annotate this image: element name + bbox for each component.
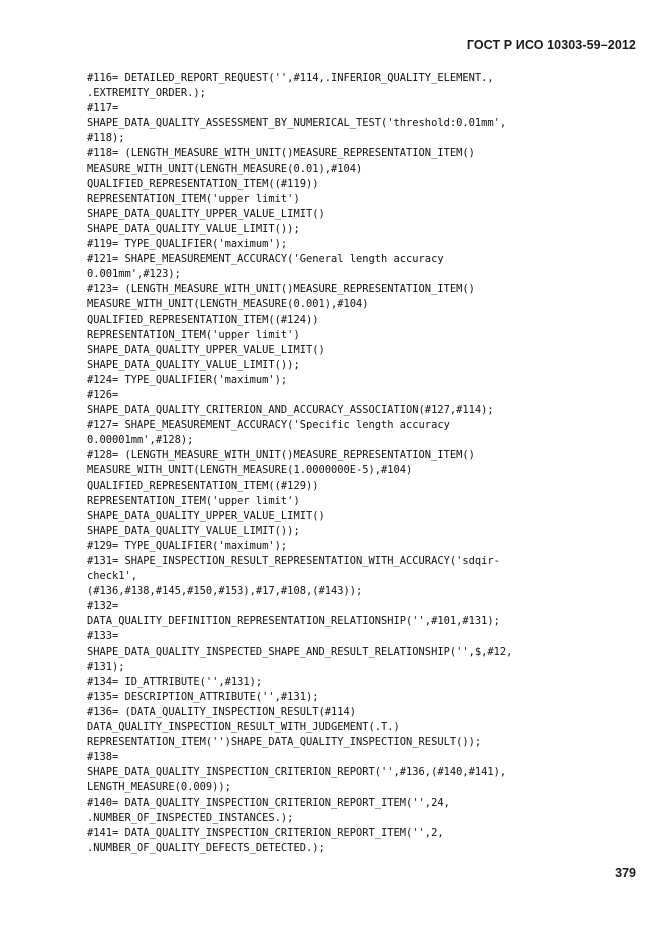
code-line: SHAPE_DATA_QUALITY_UPPER_VALUE_LIMIT() [87, 207, 325, 220]
code-line: MEASURE_WITH_UNIT(LENGTH_MEASURE(0.01),#104) [87, 162, 363, 175]
code-line: QUALIFIED_REPRESENTATION_ITEM((#129)) [87, 479, 319, 492]
code-line: DATA_QUALITY_INSPECTION_RESULT_WITH_JUDGEMENT(.T.) [87, 721, 400, 734]
code-line: #135= DESCRIPTION_ATTRIBUTE('',#131); [87, 690, 319, 703]
code-line: (#136,#138,#145,#150,#153),#17,#108,(#143)); [87, 585, 363, 598]
code-line: SHAPE_DATA_QUALITY_VALUE_LIMIT()); [87, 524, 300, 537]
code-line: #126= [87, 388, 119, 401]
code-line: SHAPE_DATA_QUALITY_VALUE_LIMIT()); [87, 222, 300, 235]
code-line: check1', [87, 570, 138, 583]
code-line: DATA_QUALITY_DEFINITION_REPRESENTATION_RELATIONSHIP('',#101,#131); [87, 615, 500, 628]
code-line: SHAPE_DATA_QUALITY_UPPER_VALUE_LIMIT() [87, 343, 325, 356]
code-line: SHAPE_DATA_QUALITY_VALUE_LIMIT()); [87, 358, 300, 371]
code-line: REPRESENTATION_ITEM('upper limit') [87, 192, 300, 205]
code-line: #141= DATA_QUALITY_INSPECTION_CRITERION_REPORT_ITEM('',2, [87, 826, 444, 839]
code-line: MEASURE_WITH_UNIT(LENGTH_MEASURE(1.0000000E-5),#104) [87, 464, 413, 477]
standard-header: ГОСТ Р ИСО 10303-59–2012 [466, 38, 636, 52]
code-line: QUALIFIED_REPRESENTATION_ITEM((#119)) [87, 177, 319, 190]
code-line: QUALIFIED_REPRESENTATION_ITEM((#124)) [87, 313, 319, 326]
code-line: 0.001mm',#123); [87, 268, 181, 281]
code-line: #118= (LENGTH_MEASURE_WITH_UNIT()MEASURE_REPRESENTATION_ITEM() [87, 147, 475, 160]
code-line: #119= TYPE_QUALIFIER('maximum'); [87, 238, 288, 251]
step-file-listing [87, 71, 637, 856]
code-line: REPRESENTATION_ITEM('upper limit') [87, 328, 300, 341]
code-line: #118); [87, 132, 125, 145]
code-line: #127= SHAPE_MEASUREMENT_ACCURACY('Specific length accuracy [87, 419, 450, 432]
code-line: #128= (LENGTH_MEASURE_WITH_UNIT()MEASURE_REPRESENTATION_ITEM() [87, 449, 475, 462]
code-line: #123= (LENGTH_MEASURE_WITH_UNIT()MEASURE_REPRESENTATION_ITEM() [87, 283, 475, 296]
code-line: .EXTREMITY_ORDER.); [87, 87, 206, 100]
code-line: MEASURE_WITH_UNIT(LENGTH_MEASURE(0.001),#104) [87, 298, 369, 311]
code-line: .NUMBER_OF_QUALITY_DEFECTS_DETECTED.); [87, 841, 325, 854]
code-line: SHAPE_DATA_QUALITY_UPPER_VALUE_LIMIT() [87, 509, 325, 522]
code-line: #121= SHAPE_MEASUREMENT_ACCURACY('General length accuracy [87, 253, 444, 266]
code-line: #132= [87, 600, 119, 613]
code-line: #129= TYPE_QUALIFIER('maximum'); [87, 539, 288, 552]
code-line: LENGTH_MEASURE(0.009)); [87, 781, 231, 794]
code-line: #133= [87, 630, 119, 643]
code-line: SHAPE_DATA_QUALITY_INSPECTION_CRITERION_REPORT('',#136,(#140,#141), [87, 766, 507, 779]
code-line: SHAPE_DATA_QUALITY_INSPECTED_SHAPE_AND_RESULT_RELATIONSHIP('',$,#12, [87, 645, 513, 658]
code-line: SHAPE_DATA_QUALITY_CRITERION_AND_ACCURACY_ASSOCIATION(#127,#114); [87, 404, 494, 417]
code-line: SHAPE_DATA_QUALITY_ASSESSMENT_BY_NUMERICAL_TEST('threshold:0.01mm', [87, 117, 507, 130]
code-line: #136= (DATA_QUALITY_INSPECTION_RESULT(#114) [87, 705, 356, 718]
code-line: 0.00001mm',#128); [87, 434, 194, 447]
code-line: #134= ID_ATTRIBUTE('',#131); [87, 675, 263, 688]
code-line: #131); [87, 660, 125, 673]
code-line: REPRESENTATION_ITEM('upper limit') [87, 494, 300, 507]
code-line: #116= DETAILED_REPORT_REQUEST('',#114,.INFERIOR_QUALITY_ELEMENT., [87, 72, 494, 84]
code-line: REPRESENTATION_ITEM('')SHAPE_DATA_QUALITY_INSPECTION_RESULT()); [87, 736, 482, 749]
code-line: .NUMBER_OF_INSPECTED_INSTANCES.); [87, 811, 294, 824]
code-line: #124= TYPE_QUALIFIER('maximum'); [87, 373, 288, 386]
code-line: #140= DATA_QUALITY_INSPECTION_CRITERION_REPORT_ITEM('',24, [87, 796, 450, 809]
page-number: 379 [615, 866, 636, 880]
code-line: #131= SHAPE_INSPECTION_RESULT_REPRESENTATION_WITH_ACCURACY('sdqir- [87, 555, 500, 567]
code-line: #117= [87, 102, 119, 115]
code-line: #138= [87, 751, 119, 764]
